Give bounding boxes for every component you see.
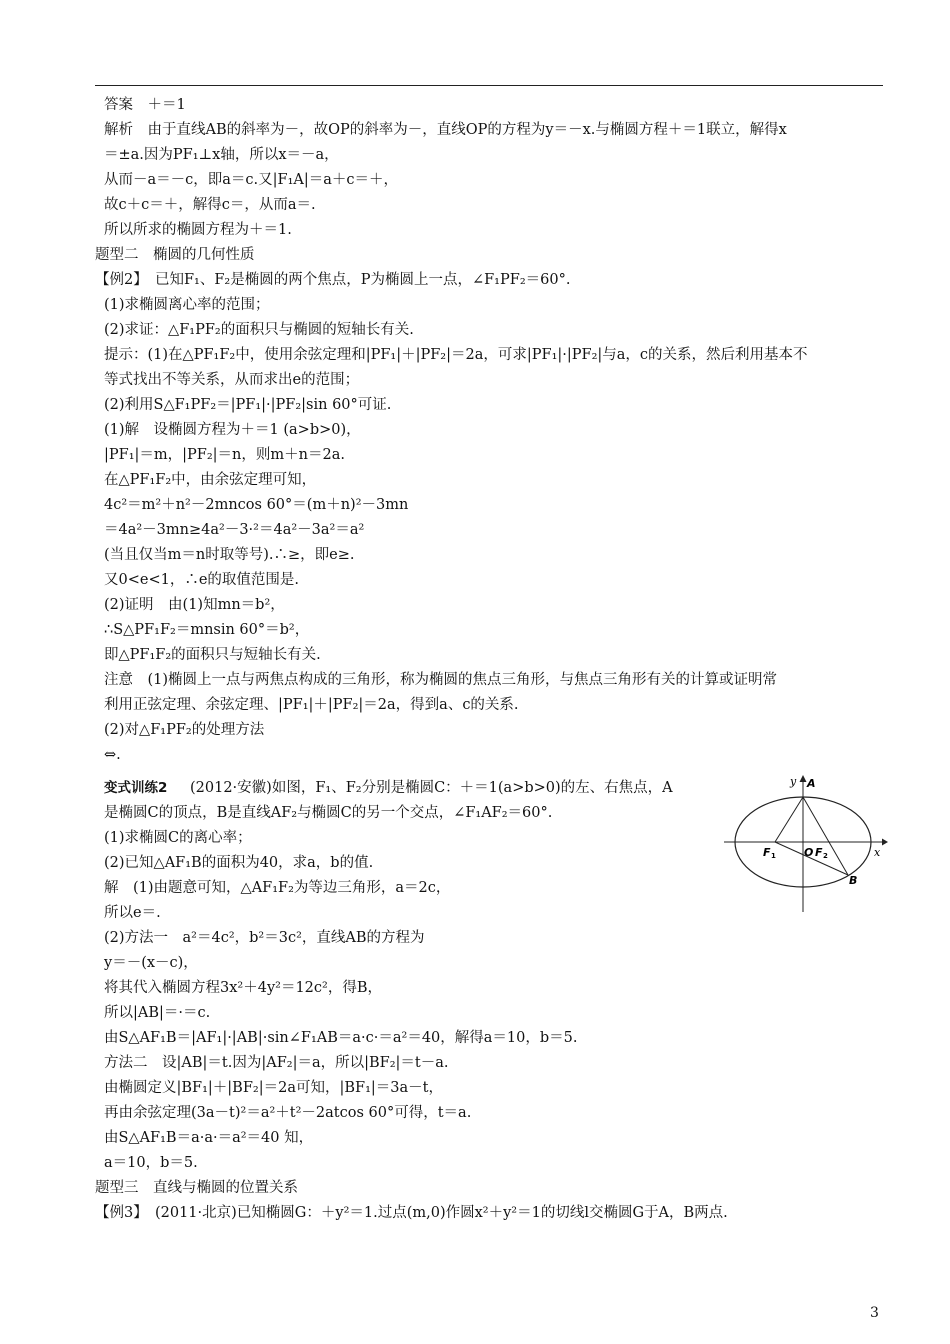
label-b: B: [849, 874, 858, 887]
text-line: 由S△AF₁B＝a·a·＝a²＝40 知，: [104, 1130, 314, 1146]
text-line: 从而－a＝－c，即a＝c.又|F₁A|＝a＋c＝＋，: [104, 172, 399, 188]
x-axis-arrow: [882, 839, 888, 846]
text-line: (2)利用S△F₁PF₂＝|PF₁|·|PF₂|sin 60°可证.: [104, 397, 392, 413]
segment-af1: [775, 797, 803, 842]
text-line: 在△PF₁F₂中，由余弦定理可知，: [104, 472, 317, 488]
text-line: 注意 (1)椭圆上一点与两焦点构成的三角形，称为椭圆的焦点三角形，与焦点三角形有关的计算或证明常: [104, 672, 778, 688]
header-rule: [95, 85, 883, 86]
text-line: 等式找出不等关系，从而求出e的范围；: [104, 372, 360, 388]
text-line: (2)证明 由(1)知mn＝b²，: [104, 597, 285, 613]
text-line: ⇔.: [104, 747, 121, 763]
segment-ab: [803, 797, 848, 875]
text-line: 再由余弦定理(3a－t)²＝a²＋t²－2atcos 60°可得，t＝a.: [104, 1105, 472, 1121]
label-f2: F: [815, 846, 823, 859]
text-line: a＝10，b＝5.: [104, 1155, 198, 1171]
text-line: 由椭圆定义|BF₁|＋|BF₂|＝2a可知，|BF₁|＝3a－t，: [104, 1080, 443, 1096]
text-line: 题型二 椭圆的几何性质: [95, 247, 255, 263]
text-line: 将其代入椭圆方程3x²＋4y²＝12c²，得B，: [104, 980, 382, 996]
text-line: (2)求证：△F₁PF₂的面积只与椭圆的短轴长有关.: [104, 322, 414, 338]
label-f2-sub: 2: [823, 852, 828, 860]
text-line: 所以|AB|＝·＝c.: [104, 1005, 211, 1021]
y-axis-arrow: [800, 775, 807, 782]
text-line: 是椭圆C的顶点，B是直线AF₂与椭圆C的另一个交点，∠F₁AF₂＝60°.: [104, 805, 553, 821]
text-line: (1)求椭圆C的离心率；: [104, 830, 252, 846]
text-line: 【例2】 已知F₁、F₂是椭圆的两个焦点，P为椭圆上一点，∠F₁PF₂＝60°.: [95, 272, 571, 288]
label-f1-sub: 1: [771, 852, 776, 860]
label-a: A: [807, 777, 816, 790]
text-line: (2)已知△AF₁B的面积为40，求a，b的值.: [104, 855, 374, 871]
text-line: 故c＋c＝＋，解得c＝，从而a＝.: [104, 197, 316, 213]
text-line: ＝4a²－3mn≥4a²－3·²＝4a²－3a²＝a²: [104, 522, 365, 538]
text-line: 提示：(1)在△PF₁F₂中，使用余弦定理和|PF₁|＋|PF₂|＝2a，可求|PF₁|·|PF₂|与a，c的关系，然后利用基本不: [104, 347, 808, 363]
text-line: y＝－(x－c)，: [104, 955, 198, 971]
text-line: (2012·安徽)如图，F₁、F₂分别是椭圆C：＋＝1(a>b>0)的左、右焦点，A: [190, 780, 673, 796]
label-x: x: [874, 846, 881, 859]
text-line: 方法二 设|AB|＝t.因为|AF₂|＝a，所以|BF₂|＝t－a.: [104, 1055, 449, 1071]
label-y: y: [790, 775, 797, 788]
text-line: 由S△AF₁B＝|AF₁|·|AB|·sin∠F₁AB＝a·c·＝a²＝40，解得a＝10，b＝5.: [104, 1030, 578, 1046]
text-line: (2)方法一 a²＝4c²，b²＝3c²，直线AB的方程为: [104, 930, 425, 946]
ellipse-figure: [722, 772, 892, 914]
text-line: ∴S△PF₁F₂＝mnsin 60°＝b²，: [104, 622, 310, 638]
variant-training-label: 变式训练2: [104, 780, 168, 796]
text-line: (当且仅当m＝n时取等号).∴≥，即e≥.: [104, 547, 355, 563]
text-line: 又0<e<1，∴e的取值范围是.: [104, 572, 300, 588]
text-line: 解 (1)由题意可知，△AF₁F₂为等边三角形，a＝2c，: [104, 880, 451, 896]
text-line: (2)对△F₁PF₂的处理方法: [104, 722, 265, 738]
text-line: 解析 由于直线AB的斜率为－，故OP的斜率为－，直线OP的方程为y＝－x.与椭圆方程＋＝1联立，解得x: [104, 122, 787, 138]
page-number: 3: [870, 1305, 879, 1321]
text-line: 利用正弦定理、余弦定理、|PF₁|＋|PF₂|＝2a，得到a、c的关系.: [104, 697, 519, 713]
text-line: ＝±a.因为PF₁⊥x轴，所以x＝－a，: [104, 147, 339, 163]
text-line: (1)解 设椭圆方程为＋＝1 (a>b>0)，: [104, 422, 361, 438]
text-line: 4c²＝m²＋n²－2mncos 60°＝(m＋n)²－3mn: [104, 497, 409, 513]
text-line: 【例3】 (2011·北京)已知椭圆G：＋y²＝1.过点(m,0)作圆x²＋y²＝1的切线l交椭圆G于A，B两点.: [95, 1205, 728, 1221]
text-line: 题型三 直线与椭圆的位置关系: [95, 1180, 298, 1196]
label-f1: F: [763, 846, 771, 859]
text-line: 即△PF₁F₂的面积只与短轴长有关.: [104, 647, 321, 663]
label-o: O: [804, 846, 814, 859]
text-line: |PF₁|＝m，|PF₂|＝n，则m＋n＝2a.: [104, 447, 345, 463]
text-line: 答案 ＋＝1: [104, 97, 186, 113]
text-line: 所以所求的椭圆方程为＋＝1.: [104, 222, 292, 238]
text-line: 所以e＝.: [104, 905, 161, 921]
text-line: (1)求椭圆离心率的范围；: [104, 297, 270, 313]
